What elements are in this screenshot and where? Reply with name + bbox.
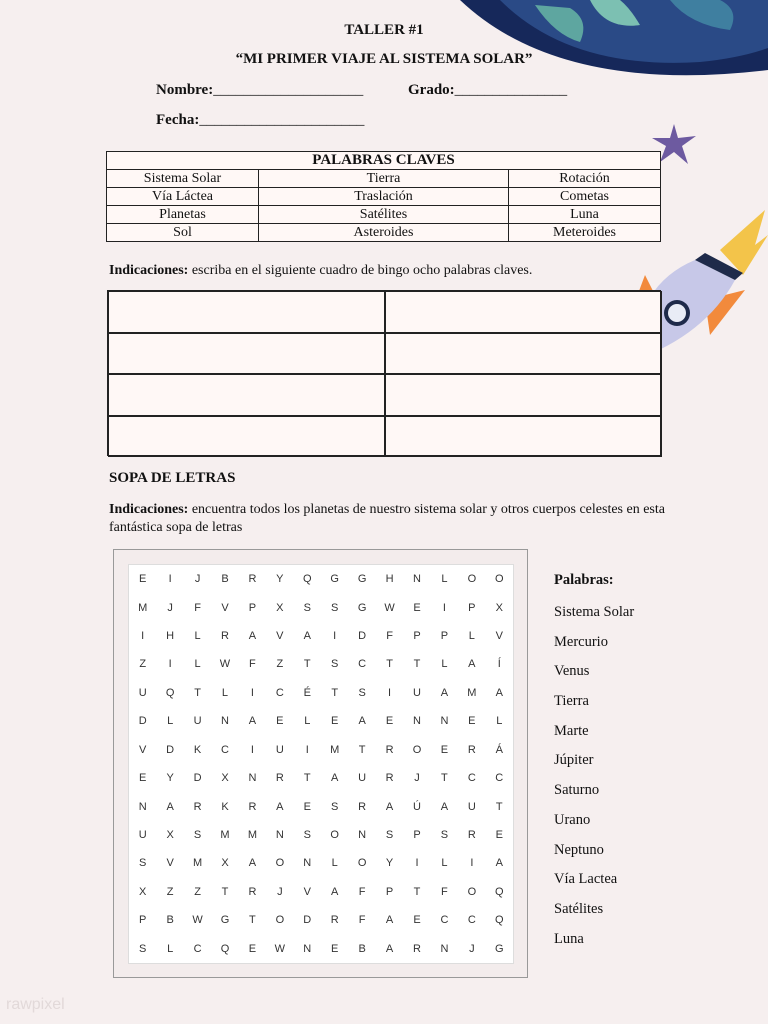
letter-cell: V bbox=[276, 630, 284, 643]
letter-cell: E bbox=[440, 743, 449, 756]
letter-cell: T bbox=[413, 885, 421, 898]
letter-cell: R bbox=[248, 800, 257, 813]
letter-cell: C bbox=[467, 914, 476, 927]
letter-cell: E bbox=[276, 715, 284, 728]
letter-cell: B bbox=[358, 942, 366, 955]
letter-cell: T bbox=[221, 885, 229, 898]
letter-cell: I bbox=[250, 686, 254, 699]
letter-cell: R bbox=[330, 914, 339, 927]
bingo-cell[interactable] bbox=[108, 333, 385, 375]
letter-cell: I bbox=[470, 857, 474, 870]
letter-cell: U bbox=[467, 800, 476, 813]
letter-cell: L bbox=[468, 630, 475, 643]
letter-cell: P bbox=[139, 914, 147, 927]
bingo-cell[interactable] bbox=[108, 291, 385, 333]
letter-cell: N bbox=[275, 829, 284, 842]
letter-cell: V bbox=[303, 885, 311, 898]
letter-cell: E bbox=[331, 715, 339, 728]
date-line: ______________________ bbox=[199, 112, 365, 128]
letter-cell: K bbox=[193, 743, 202, 756]
letter-cell: R bbox=[358, 800, 367, 813]
letter-cell: S bbox=[139, 942, 147, 955]
letter-cell: Í bbox=[497, 658, 501, 671]
letter-cell: T bbox=[303, 658, 311, 671]
list-item: Luna bbox=[554, 930, 584, 947]
letter-cell: S bbox=[139, 857, 147, 870]
date-label: Fecha: bbox=[156, 112, 200, 128]
bingo-instructions bbox=[109, 262, 669, 280]
letter-cell: C bbox=[440, 914, 449, 927]
letter-cell: A bbox=[248, 630, 257, 643]
letter-cell: I bbox=[305, 743, 309, 756]
letter-cell: J bbox=[469, 942, 475, 955]
letter-cell: S bbox=[193, 829, 202, 842]
letter-cell: H bbox=[385, 573, 394, 586]
list-item: Saturno bbox=[554, 782, 600, 799]
letter-cell: L bbox=[194, 658, 201, 671]
letter-cell: L bbox=[496, 715, 503, 728]
letter-cell: E bbox=[413, 601, 421, 614]
letter-cell: I bbox=[442, 601, 446, 614]
list-item: Venus bbox=[554, 663, 590, 680]
letter-cell: É bbox=[303, 686, 311, 699]
letter-cell: I bbox=[168, 658, 172, 671]
letter-cell: S bbox=[331, 800, 339, 813]
letter-cell: L bbox=[167, 715, 174, 728]
letter-cell: D bbox=[358, 630, 367, 643]
letter-cell: G bbox=[495, 942, 504, 955]
letter-cell: C bbox=[358, 658, 367, 671]
letter-cell: O bbox=[467, 885, 477, 898]
bingo-grid bbox=[107, 290, 661, 456]
bingo-cell[interactable] bbox=[385, 333, 662, 375]
soup-instructions bbox=[109, 501, 669, 537]
letter-cell: Z bbox=[276, 658, 284, 671]
letter-cell: L bbox=[441, 573, 448, 586]
list-item: Marte bbox=[554, 722, 589, 739]
letter-cell: G bbox=[220, 914, 230, 927]
table-row bbox=[107, 224, 661, 242]
planet-illustration bbox=[440, 0, 768, 90]
list-item: Vía Lactea bbox=[554, 871, 618, 888]
letter-cell: Q bbox=[303, 573, 312, 586]
keyword-cell: Sistema Solar bbox=[107, 170, 259, 188]
letter-cell: P bbox=[468, 601, 476, 614]
letter-cell: T bbox=[413, 658, 421, 671]
instructions-text: encuentra todos los planetas de nuestro sistema solar y otros cuerpos celestes en esta fantástica sopa de letras bbox=[109, 502, 665, 535]
letter-cell: Q bbox=[495, 914, 504, 927]
letter-cell: W bbox=[219, 658, 231, 671]
letter-cell: O bbox=[467, 573, 477, 586]
letter-cell: S bbox=[385, 829, 394, 842]
letter-cell: T bbox=[495, 800, 503, 813]
letter-cell: T bbox=[358, 743, 366, 756]
word-list bbox=[554, 572, 634, 958]
keyword-cell: Vía Láctea bbox=[107, 188, 259, 206]
letter-cell: R bbox=[413, 942, 421, 955]
letter-cell: X bbox=[221, 772, 229, 785]
keyword-cell: Meteroides bbox=[509, 224, 661, 242]
letter-cell: V bbox=[495, 630, 503, 643]
letter-cell: A bbox=[385, 942, 394, 955]
letter-cell: X bbox=[276, 601, 284, 614]
letter-cell: N bbox=[358, 829, 367, 842]
grade-label: Grado: bbox=[408, 82, 455, 98]
keyword-cell: Satélites bbox=[259, 206, 509, 224]
letter-cell: T bbox=[331, 686, 339, 699]
keyword-cell: Asteroides bbox=[259, 224, 509, 242]
letter-cell: I bbox=[388, 686, 392, 699]
letter-cell: N bbox=[138, 800, 147, 813]
letter-cell: N bbox=[440, 942, 449, 955]
letter-cell: P bbox=[413, 630, 421, 643]
letter-cell: M bbox=[330, 743, 340, 756]
letter-cell: V bbox=[166, 857, 174, 870]
letter-cell: K bbox=[221, 800, 229, 813]
letter-cell: A bbox=[385, 914, 394, 927]
letter-cell: U bbox=[138, 829, 147, 842]
letter-cell: L bbox=[304, 715, 311, 728]
letter-cell: Á bbox=[495, 743, 503, 756]
keywords-title: PALABRAS CLAVES bbox=[107, 152, 661, 170]
letter-cell: C bbox=[221, 743, 229, 756]
letter-cell: M bbox=[467, 686, 477, 699]
letter-cell: E bbox=[468, 715, 476, 728]
letter-cell: D bbox=[166, 743, 175, 756]
worksheet-subtitle: “MI PRIMER VIAJE AL SISTEMA SOLAR” bbox=[235, 51, 533, 67]
list-item: Sistema Solar bbox=[554, 604, 635, 620]
instructions-text: escriba en el siguiente cuadro de bingo ocho palabras claves. bbox=[188, 263, 533, 278]
keyword-cell: Luna bbox=[509, 206, 661, 224]
letter-cell: F bbox=[194, 601, 201, 614]
letter-cell: X bbox=[166, 829, 174, 842]
letter-cell: O bbox=[357, 857, 367, 870]
letter-cell: L bbox=[221, 686, 229, 699]
letter-cell: C bbox=[275, 686, 284, 699]
letter-cell: S bbox=[303, 601, 311, 614]
letter-cell: N bbox=[413, 715, 421, 728]
letter-cell: Q bbox=[165, 686, 175, 699]
letter-cell: J bbox=[277, 885, 283, 898]
letter-cell: N bbox=[248, 772, 257, 785]
letter-cell: Q bbox=[220, 942, 230, 955]
letter-cell: A bbox=[495, 686, 503, 699]
letter-cell: L bbox=[441, 857, 448, 870]
letter-cell: W bbox=[192, 914, 203, 927]
letter-cell: O bbox=[275, 914, 285, 927]
letter-cell: S bbox=[331, 658, 339, 671]
letter-cell: M bbox=[138, 601, 148, 614]
worksheet-title: TALLER #1 bbox=[344, 22, 424, 38]
keywords-table bbox=[106, 151, 661, 242]
letter-cell: E bbox=[303, 800, 311, 813]
grade-line: _______________ bbox=[454, 82, 568, 98]
letter-cell: A bbox=[303, 630, 311, 643]
list-item: Júpiter bbox=[554, 752, 594, 769]
letter-cell: O bbox=[330, 829, 339, 842]
letter-cell: R bbox=[275, 772, 284, 785]
letter-cell: S bbox=[440, 829, 449, 842]
letter-cell: A bbox=[495, 857, 503, 870]
letter-cell: N bbox=[303, 857, 312, 870]
letter-cell: G bbox=[357, 573, 367, 586]
letter-cell: L bbox=[331, 857, 338, 870]
list-item: Mercurio bbox=[554, 633, 608, 650]
letter-cell: W bbox=[274, 942, 286, 955]
letter-cell: D bbox=[193, 772, 202, 785]
letter-cell: L bbox=[441, 658, 448, 671]
instructions-label: Indicaciones: bbox=[109, 502, 189, 517]
letter-cell: T bbox=[386, 658, 393, 671]
letter-cell: P bbox=[385, 885, 394, 898]
letter-cell: L bbox=[167, 942, 174, 955]
letter-cell: B bbox=[221, 573, 229, 586]
letter-cell: A bbox=[331, 885, 339, 898]
watermark: rawpixel bbox=[6, 996, 65, 1013]
letter-cell: J bbox=[414, 772, 420, 785]
bingo-cell[interactable] bbox=[108, 374, 385, 416]
letter-cell: D bbox=[138, 715, 147, 728]
letter-cell: I bbox=[333, 630, 337, 643]
letter-cell: Z bbox=[139, 658, 147, 671]
letter-cell: Y bbox=[166, 772, 174, 785]
letter-cell: P bbox=[440, 630, 449, 643]
keyword-cell: Cometas bbox=[509, 188, 661, 206]
letter-cell: E bbox=[139, 772, 147, 785]
letter-cell: S bbox=[303, 829, 311, 842]
letter-cell: A bbox=[385, 800, 394, 813]
letter-cell: Y bbox=[385, 857, 394, 870]
letter-cell: A bbox=[468, 658, 476, 671]
letter-cell: X bbox=[495, 601, 503, 614]
bingo-cell[interactable] bbox=[385, 374, 662, 416]
letter-cell: C bbox=[193, 942, 202, 955]
letter-cell: A bbox=[248, 715, 257, 728]
letter-cell: J bbox=[194, 573, 201, 586]
letter-cell: O bbox=[275, 857, 285, 870]
letter-cell: N bbox=[221, 715, 229, 728]
word-list-title: Palabras: bbox=[554, 572, 614, 588]
letter-cell: U bbox=[358, 772, 367, 785]
letter-cell: R bbox=[467, 743, 476, 756]
letter-cell: I bbox=[168, 573, 172, 586]
letter-cell: B bbox=[166, 914, 174, 927]
letter-cell: R bbox=[385, 743, 394, 756]
letter-cell: U bbox=[275, 743, 284, 756]
letter-cell: Y bbox=[276, 573, 284, 586]
letter-cell: J bbox=[167, 601, 173, 614]
letter-cell: N bbox=[303, 942, 312, 955]
letter-cell: H bbox=[166, 630, 175, 643]
letter-cell: F bbox=[249, 658, 256, 671]
letter-cell: L bbox=[194, 630, 201, 643]
letter-cell: M bbox=[220, 829, 230, 842]
letter-cell: A bbox=[440, 800, 449, 813]
letter-cell: M bbox=[247, 829, 257, 842]
letter-cell: R bbox=[248, 885, 257, 898]
letter-cell: I bbox=[141, 630, 145, 643]
keyword-cell: Tierra bbox=[259, 170, 509, 188]
letter-cell: D bbox=[303, 914, 312, 927]
letter-cell: A bbox=[440, 686, 449, 699]
grade-field bbox=[408, 82, 567, 99]
letter-cell: G bbox=[330, 573, 339, 586]
bingo-cell[interactable] bbox=[385, 291, 662, 333]
name-label: Nombre: bbox=[156, 82, 214, 98]
list-item: Satélites bbox=[554, 900, 604, 917]
letter-cell: R bbox=[248, 573, 257, 586]
letter-cell: E bbox=[331, 942, 339, 955]
letter-cell: E bbox=[495, 829, 503, 842]
keyword-cell: Traslación bbox=[259, 188, 509, 206]
letter-cell: A bbox=[358, 715, 366, 728]
letter-cell: O bbox=[495, 573, 504, 586]
name-line: ____________________ bbox=[213, 82, 364, 98]
letter-cell: U bbox=[138, 686, 147, 699]
letter-cell: C bbox=[467, 772, 476, 785]
list-item: Neptuno bbox=[554, 841, 604, 858]
instructions-label: Indicaciones: bbox=[109, 263, 189, 278]
letter-cell: Ú bbox=[413, 800, 421, 813]
letter-cell: T bbox=[441, 772, 448, 785]
letter-cell: V bbox=[221, 601, 229, 614]
table-row bbox=[107, 170, 661, 188]
letter-cell: T bbox=[249, 914, 256, 927]
letter-cell: E bbox=[385, 715, 394, 728]
letter-cell: R bbox=[193, 800, 202, 813]
letter-cell: X bbox=[139, 885, 147, 898]
letter-cell: C bbox=[495, 772, 504, 785]
letter-cell: I bbox=[415, 857, 419, 870]
list-item: Urano bbox=[554, 811, 591, 828]
letter-cell: A bbox=[276, 800, 284, 813]
date-field bbox=[156, 112, 364, 129]
letter-cell: E bbox=[139, 573, 147, 586]
bingo-cell[interactable] bbox=[385, 416, 662, 458]
letter-cell: N bbox=[440, 715, 449, 728]
keyword-cell: Sol bbox=[107, 224, 259, 242]
letter-cell: P bbox=[248, 601, 257, 614]
letter-cell: T bbox=[194, 686, 201, 699]
letter-cell: R bbox=[385, 772, 394, 785]
word-search-grid bbox=[128, 564, 514, 964]
soup-section-title: SOPA DE LETRAS bbox=[109, 470, 236, 486]
letter-cell: S bbox=[358, 686, 366, 699]
letter-cell: I bbox=[250, 743, 254, 756]
letter-cell: U bbox=[413, 686, 421, 699]
letter-cell: R bbox=[467, 829, 476, 842]
letter-cell: R bbox=[221, 630, 229, 643]
letter-cell: E bbox=[248, 942, 257, 955]
list-item: Tierra bbox=[554, 693, 589, 710]
letter-cell: N bbox=[413, 573, 421, 586]
letter-cell: V bbox=[139, 743, 147, 756]
letter-cell: A bbox=[331, 772, 339, 785]
letter-cell: S bbox=[331, 601, 339, 614]
table-row bbox=[107, 206, 661, 224]
letter-cell: F bbox=[386, 630, 393, 643]
letter-cell: A bbox=[166, 800, 174, 813]
letter-cell: A bbox=[248, 857, 257, 870]
letter-cell: F bbox=[358, 914, 366, 927]
letter-cell: P bbox=[413, 829, 421, 842]
letter-cell: Q bbox=[495, 885, 504, 898]
letter-cell: G bbox=[357, 601, 367, 614]
letter-cell: F bbox=[358, 885, 366, 898]
letter-cell: Z bbox=[194, 885, 201, 898]
letter-cell: T bbox=[303, 772, 311, 785]
bingo-cell[interactable] bbox=[108, 416, 385, 458]
table-row bbox=[107, 188, 661, 206]
letter-cell: U bbox=[193, 715, 202, 728]
letter-cell: F bbox=[441, 885, 448, 898]
letter-cell: E bbox=[413, 914, 421, 927]
keyword-cell: Rotación bbox=[509, 170, 661, 188]
letter-cell: O bbox=[412, 743, 422, 756]
letter-cell: X bbox=[221, 857, 229, 870]
letter-cell: W bbox=[384, 601, 395, 614]
letter-cell: M bbox=[192, 857, 203, 870]
name-field bbox=[156, 82, 363, 99]
letter-cell: Z bbox=[166, 885, 174, 898]
keyword-cell: Planetas bbox=[107, 206, 259, 224]
